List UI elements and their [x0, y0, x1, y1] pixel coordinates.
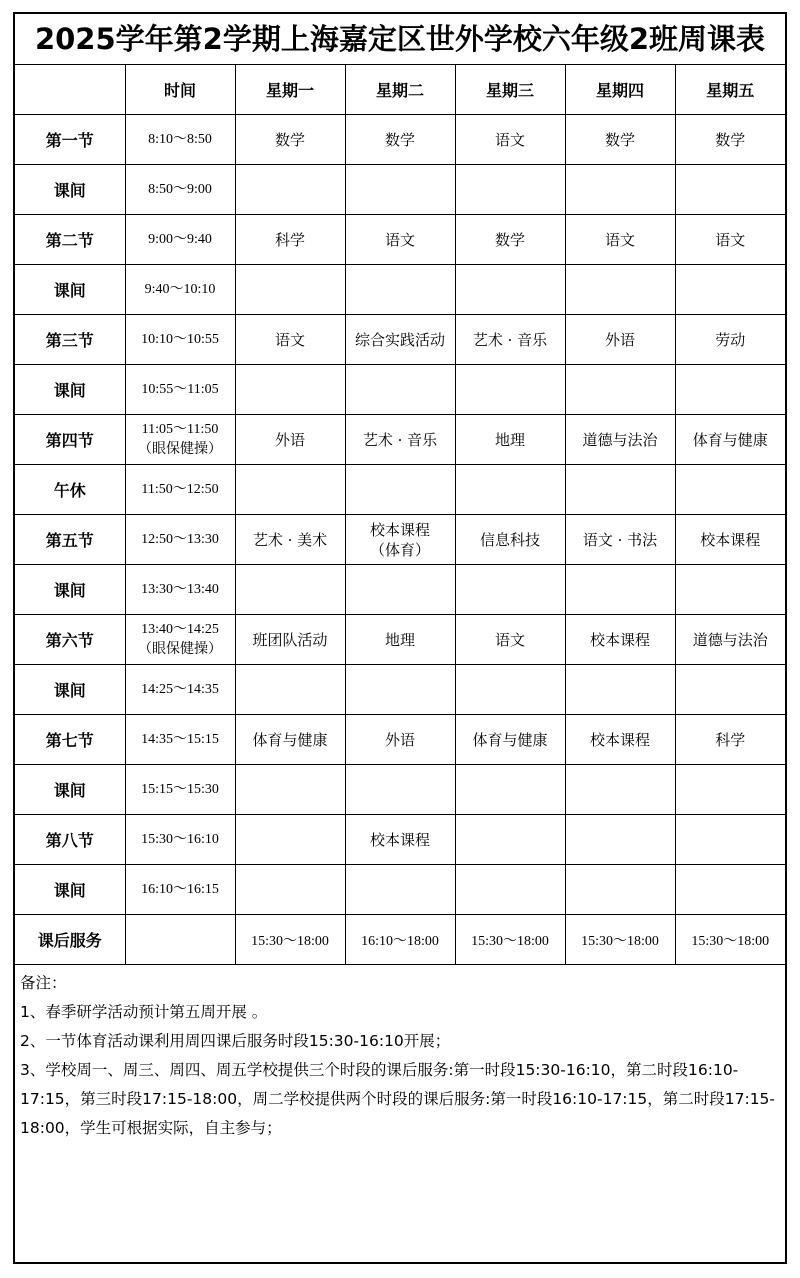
subject-line: 体育与健康	[692, 430, 768, 449]
subject-line: 外语	[604, 330, 635, 349]
subject-line: 体育与健康	[252, 730, 328, 749]
period-label: 第三节	[15, 315, 125, 365]
subject-cell	[675, 215, 785, 265]
time-range: 11:50～12:50	[141, 481, 219, 497]
subject-line: 校本课程	[369, 830, 430, 849]
time-range: 15:15～15:30	[141, 781, 219, 797]
subject-line: 数学	[274, 130, 305, 149]
subject-cell	[455, 415, 565, 465]
time-range: 8:50～9:00	[148, 181, 212, 197]
subject-cell	[345, 415, 455, 465]
subject-cell	[565, 165, 675, 215]
period-label: 课间	[15, 765, 125, 815]
period-label: 午休	[15, 465, 125, 515]
subject-line: 艺术 · 音乐	[472, 330, 548, 349]
subject-cell	[345, 465, 455, 515]
time-range: 16:10～16:15	[141, 881, 219, 897]
subject-line: 校本课程	[589, 630, 650, 649]
subject-cell	[455, 565, 565, 615]
period-label: 第五节	[15, 515, 125, 565]
subject-line: 语文	[384, 230, 415, 249]
period-label: 课间	[15, 365, 125, 415]
subject-cell	[235, 665, 345, 715]
timetable-sheet	[13, 12, 787, 1264]
time-range: 13:40～14:25	[141, 621, 219, 637]
timetable	[15, 65, 785, 965]
after-school-cell: 16:10～18:00	[345, 915, 455, 965]
table-row	[15, 615, 785, 665]
subject-line: 地理	[494, 430, 525, 449]
time-cell	[125, 415, 235, 465]
subject-line: 地理	[384, 630, 415, 649]
subject-cell	[235, 165, 345, 215]
subject-cell	[235, 415, 345, 465]
time-range: 11:05～11:50	[141, 421, 219, 437]
subject-line: 科学	[715, 730, 746, 749]
header-day: 星期二	[345, 65, 455, 115]
subject-cell	[565, 315, 675, 365]
note-item: 3、学校周一、周三、周四、周五学校提供三个时段的课后服务:第一时段15:30-16:10，第二时段16:10-17:15，第三时段17:15-18:00，周二学校提供两个时段的课后服务:第一时段16:10-17:15，第二时段17:15-18:00，学生可根据实际，自主参与；	[20, 1061, 776, 1137]
time-cell	[125, 115, 235, 165]
subject-cell	[345, 365, 455, 415]
table-row	[15, 315, 785, 365]
subject-cell	[455, 865, 565, 915]
header-row	[15, 65, 785, 115]
subject-cell	[235, 615, 345, 665]
subject-cell	[345, 765, 455, 815]
subject-cell	[455, 665, 565, 715]
subject-line: 道德与法治	[582, 430, 658, 449]
subject-line: 信息科技	[479, 530, 540, 549]
subject-cell	[675, 815, 785, 865]
time-cell	[125, 715, 235, 765]
subject-cell	[345, 615, 455, 665]
subject-line: 语文	[274, 330, 305, 349]
table-row	[15, 465, 785, 515]
notes-section	[15, 965, 785, 1143]
subject-line: 外语	[274, 430, 305, 449]
subject-line: 校本课程	[700, 530, 761, 549]
subject-cell	[675, 115, 785, 165]
after-school-label: 课后服务	[15, 915, 125, 965]
header-day: 星期四	[565, 65, 675, 115]
table-row	[15, 365, 785, 415]
subject-cell	[455, 115, 565, 165]
subject-cell	[345, 165, 455, 215]
subject-cell	[455, 615, 565, 665]
period-label: 第六节	[15, 615, 125, 665]
time-range: 8:10～8:50	[148, 131, 212, 147]
subject-cell	[345, 665, 455, 715]
subject-cell	[675, 415, 785, 465]
time-range: 10:55～11:05	[141, 381, 219, 397]
table-row	[15, 765, 785, 815]
subject-line: 外语	[384, 730, 415, 749]
subject-cell	[455, 365, 565, 415]
subject-cell	[345, 315, 455, 365]
subject-cell	[235, 815, 345, 865]
subject-cell	[235, 865, 345, 915]
time-range: 10:10～10:55	[141, 331, 219, 347]
subject-cell	[675, 615, 785, 665]
subject-line: 艺术 · 美术	[252, 530, 328, 549]
time-range: 13:30～13:40	[141, 581, 219, 597]
subject-line: （体育）	[369, 540, 430, 559]
header-day: 星期五	[675, 65, 785, 115]
subject-line: 数学	[384, 130, 415, 149]
subject-cell	[455, 515, 565, 565]
subject-cell	[235, 315, 345, 365]
subject-cell	[235, 265, 345, 315]
subject-cell	[565, 715, 675, 765]
subject-cell	[565, 665, 675, 715]
header-time: 时间	[125, 65, 235, 115]
subject-cell	[345, 865, 455, 915]
subject-line: 数学	[604, 130, 635, 149]
subject-cell	[565, 415, 675, 465]
period-label: 课间	[15, 165, 125, 215]
period-label: 第一节	[15, 115, 125, 165]
subject-cell	[345, 715, 455, 765]
table-row	[15, 865, 785, 915]
after-school-cell: 15:30～18:00	[235, 915, 345, 965]
after-school-cell: 15:30～18:00	[675, 915, 785, 965]
subject-cell	[455, 465, 565, 515]
subject-line: 语文	[604, 230, 635, 249]
subject-line: 数学	[494, 230, 525, 249]
after-school-time	[125, 915, 235, 965]
subject-line: 班团队活动	[252, 630, 328, 649]
time-cell	[125, 465, 235, 515]
subject-cell	[455, 265, 565, 315]
time-cell	[125, 665, 235, 715]
subject-cell	[455, 215, 565, 265]
time-cell	[125, 765, 235, 815]
subject-cell	[345, 115, 455, 165]
subject-cell	[565, 215, 675, 265]
period-label: 课间	[15, 265, 125, 315]
subject-cell	[565, 615, 675, 665]
note-item: 2、一节体育活动课利用周四课后服务时段15:30-16:10开展；	[20, 1032, 451, 1050]
subject-cell	[565, 265, 675, 315]
table-row	[15, 715, 785, 765]
subject-cell	[675, 715, 785, 765]
time-cell	[125, 315, 235, 365]
subject-cell	[565, 115, 675, 165]
time-range: 12:50～13:30	[141, 531, 219, 547]
subject-line: 科学	[274, 230, 305, 249]
subject-cell	[675, 565, 785, 615]
subject-line: 语文	[715, 230, 746, 249]
time-note: （眼保健操）	[138, 441, 222, 457]
subject-cell	[345, 565, 455, 615]
period-label: 第八节	[15, 815, 125, 865]
period-label: 第二节	[15, 215, 125, 265]
notes-heading: 备注：	[20, 974, 67, 992]
subject-cell	[675, 515, 785, 565]
time-cell	[125, 865, 235, 915]
time-range: 15:30～16:10	[141, 831, 219, 847]
subject-cell	[675, 665, 785, 715]
time-cell	[125, 815, 235, 865]
subject-cell	[235, 565, 345, 615]
subject-cell	[235, 115, 345, 165]
subject-cell	[235, 465, 345, 515]
subject-line: 体育与健康	[472, 730, 548, 749]
period-label: 第四节	[15, 415, 125, 465]
subject-cell	[675, 265, 785, 315]
table-row	[15, 165, 785, 215]
subject-cell	[565, 865, 675, 915]
subject-cell	[565, 365, 675, 415]
after-school-cell: 15:30～18:00	[455, 915, 565, 965]
header-day: 星期三	[455, 65, 565, 115]
subject-cell	[565, 515, 675, 565]
subject-line: 劳动	[715, 330, 746, 349]
subject-cell	[235, 715, 345, 765]
period-label: 课间	[15, 865, 125, 915]
subject-cell	[675, 865, 785, 915]
note-item: 1、春季研学活动预计第五周开展 。	[20, 1003, 268, 1021]
time-cell	[125, 615, 235, 665]
subject-cell	[675, 465, 785, 515]
subject-line: 综合实践活动	[354, 330, 445, 349]
subject-cell	[235, 215, 345, 265]
after-school-cell: 15:30～18:00	[565, 915, 675, 965]
subject-cell	[235, 365, 345, 415]
table-row	[15, 215, 785, 265]
time-cell	[125, 165, 235, 215]
header-day: 星期一	[235, 65, 345, 115]
subject-cell	[455, 765, 565, 815]
time-range: 9:00～9:40	[148, 231, 212, 247]
subject-line: 数学	[715, 130, 746, 149]
subject-line: 道德与法治	[692, 630, 768, 649]
subject-cell	[565, 565, 675, 615]
subject-line: 艺术 · 音乐	[362, 430, 438, 449]
table-row	[15, 565, 785, 615]
time-cell	[125, 515, 235, 565]
subject-cell	[455, 315, 565, 365]
subject-cell	[675, 165, 785, 215]
subject-cell	[565, 765, 675, 815]
time-cell	[125, 365, 235, 415]
subject-cell	[455, 815, 565, 865]
subject-cell	[675, 765, 785, 815]
subject-cell	[455, 165, 565, 215]
time-range: 9:40～10:10	[144, 281, 216, 297]
header-blank-cell	[15, 65, 125, 115]
table-row	[15, 115, 785, 165]
subject-cell	[455, 715, 565, 765]
page-title: 2025学年第2学期上海嘉定区世外学校六年级2班周课表	[15, 14, 785, 65]
period-label: 第七节	[15, 715, 125, 765]
subject-cell	[345, 515, 455, 565]
period-label: 课间	[15, 665, 125, 715]
subject-cell	[565, 815, 675, 865]
table-row	[15, 515, 785, 565]
subject-cell	[235, 765, 345, 815]
time-range: 14:35～15:15	[141, 731, 219, 747]
subject-line: 语文 · 书法	[582, 530, 658, 549]
subject-cell	[675, 315, 785, 365]
subject-line: 语文	[494, 130, 525, 149]
time-range: 14:25～14:35	[141, 681, 219, 697]
subject-cell	[345, 265, 455, 315]
subject-cell	[345, 215, 455, 265]
subject-cell	[235, 515, 345, 565]
time-cell	[125, 265, 235, 315]
subject-line: 语文	[494, 630, 525, 649]
subject-line: 校本课程	[369, 520, 430, 539]
table-row	[15, 415, 785, 465]
time-cell	[125, 565, 235, 615]
subject-line: 校本课程	[589, 730, 650, 749]
subject-cell	[565, 465, 675, 515]
time-note: （眼保健操）	[138, 641, 222, 657]
table-row	[15, 815, 785, 865]
table-row	[15, 665, 785, 715]
time-cell	[125, 215, 235, 265]
period-label: 课间	[15, 565, 125, 615]
subject-cell	[675, 365, 785, 415]
after-school-row	[15, 915, 785, 965]
table-row	[15, 265, 785, 315]
subject-cell	[345, 815, 455, 865]
